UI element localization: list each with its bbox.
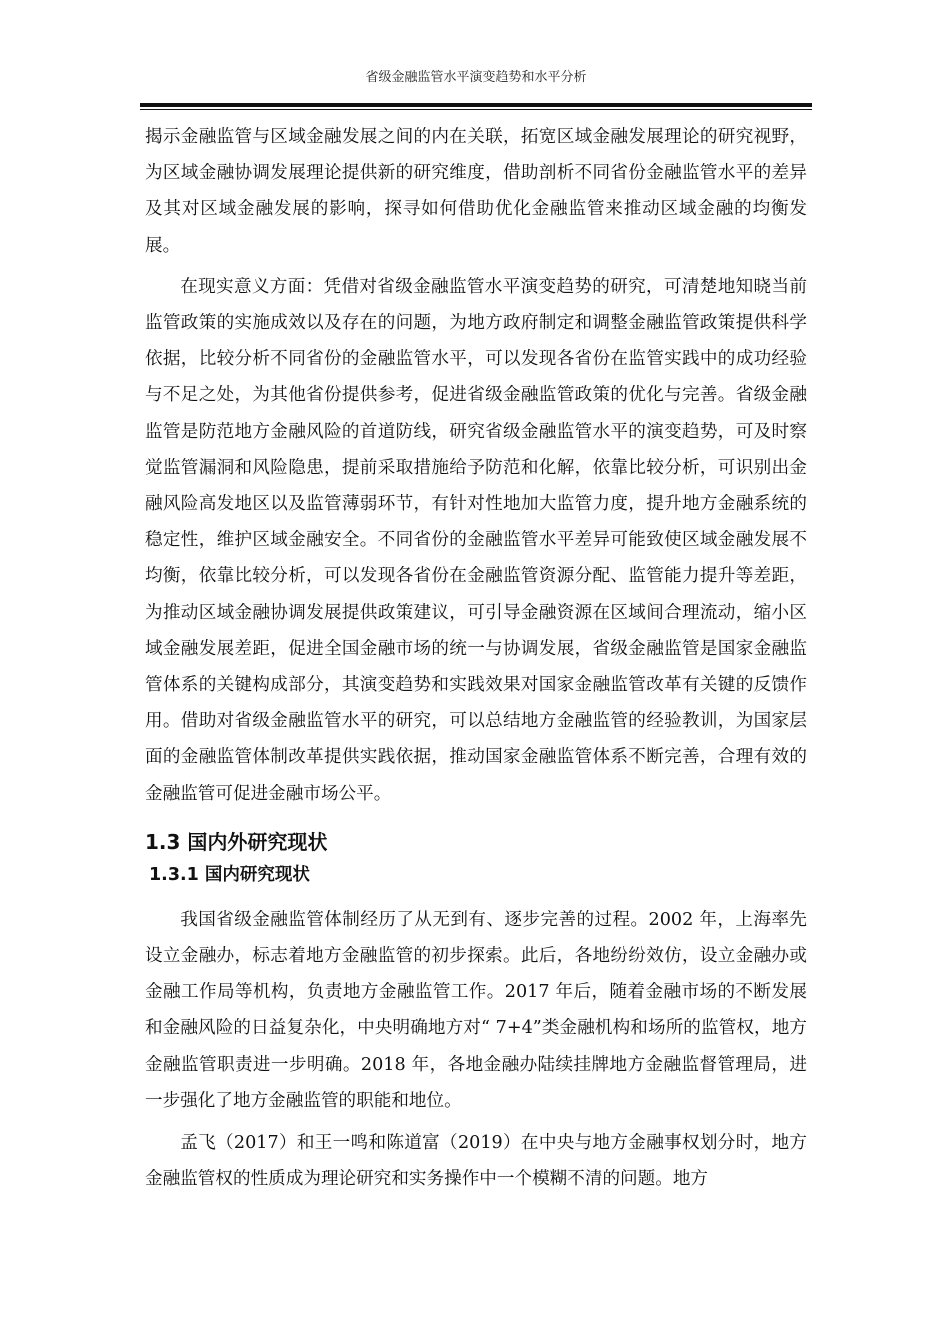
paragraph-literature-review: 孟飞（2017）和王一鸣和陈道富（2019）在中央与地方金融事权划分时，地方金融监管权的性质成为理论研究和实务操作中一个模糊不清的问题。地方 bbox=[145, 1133, 807, 1190]
header-rule-thin bbox=[140, 109, 812, 110]
section-heading-1-3: 1.3 国内外研究现状 bbox=[145, 829, 328, 854]
paragraph-domestic-history: 我国省级金融监管体制经历了从无到有、逐步完善的过程。2002 年，上海率先设立金融办，标志着地方金融监管的初步探索。此后，各地纷纷效仿，设立金融办或金融工作局等机构，负责地方金融监管工作。2017 年后，随着金融市场的不断发展和金融风险的日益复杂化，中央明确地方对“ 7+4”类金融机构和场所的监管权，地方金融监管职责进一步明确。2018 年，各地金融办陆续挂牌地方金融监督管理局，进一步强化了地方金融监管的职能和地位。 bbox=[145, 909, 807, 1111]
running-header: 省级金融监管水平演变趋势和水平分析 bbox=[365, 70, 587, 85]
page-body bbox=[145, 119, 807, 1197]
paragraph-practical-significance: 在现实意义方面：凭借对省级金融监管水平演变趋势的研究，可清楚地知晓当前监管政策的实施成效以及存在的问题，为地方政府制定和调整金融监管政策提供科学依据，比较分析不同省份的金融监管水平，可以发现各省份在监管实践中的成功经验与不足之处，为其他省份提供参考，促进省级金融监管政策的优化与完善。省级金融监管是防范地方金融风险的首道防线，研究省级金融监管水平的演变趋势，可及时察觉监管漏洞和风险隐患，提前采取措施给予防范和化解，依靠比较分析，可识别出金融风险高发地区以及监管薄弱环节，有针对性地加大监管力度，提升地方金融系统的稳定性，维护区域金融安全。不同省份的金融监管水平差异可能致使区域金融发展不均衡，依靠比较分析，可以发现各省份在金融监管资源分配、监管能力提升等差距，为推动区域金融协调发展提供政策建议，可引导金融资源在区域间合理流动，缩小区域金融发展差距，促进全国金融市场的统一与协调发展，省级金融监管是国家金融监管体系的关键构成部分，其演变趋势和实践效果对国家金融监管改革有关键的反馈作用。借助对省级金融监管水平的研究，可以总结地方金融监管的经验教训，为国家层面的金融监管体制改革提供实践依据，推动国家金融监管体系不断完善，合理有效的金融监管可促进金融市场公平。 bbox=[145, 276, 807, 804]
paragraph-theory-significance: 揭示金融监管与区域金融发展之间的内在关联，拓宽区域金融发展理论的研究视野，为区域金融协调发展理论提供新的研究维度，借助剖析不同省份金融监管水平的差异及其对区域金融发展的影响，探寻如何借助优化金融监管来推动区域金融的均衡发展。 bbox=[145, 127, 807, 256]
subsection-heading-1-3-1: 1.3.1 国内研究现状 bbox=[149, 864, 310, 885]
header-rule-thick bbox=[140, 103, 812, 107]
